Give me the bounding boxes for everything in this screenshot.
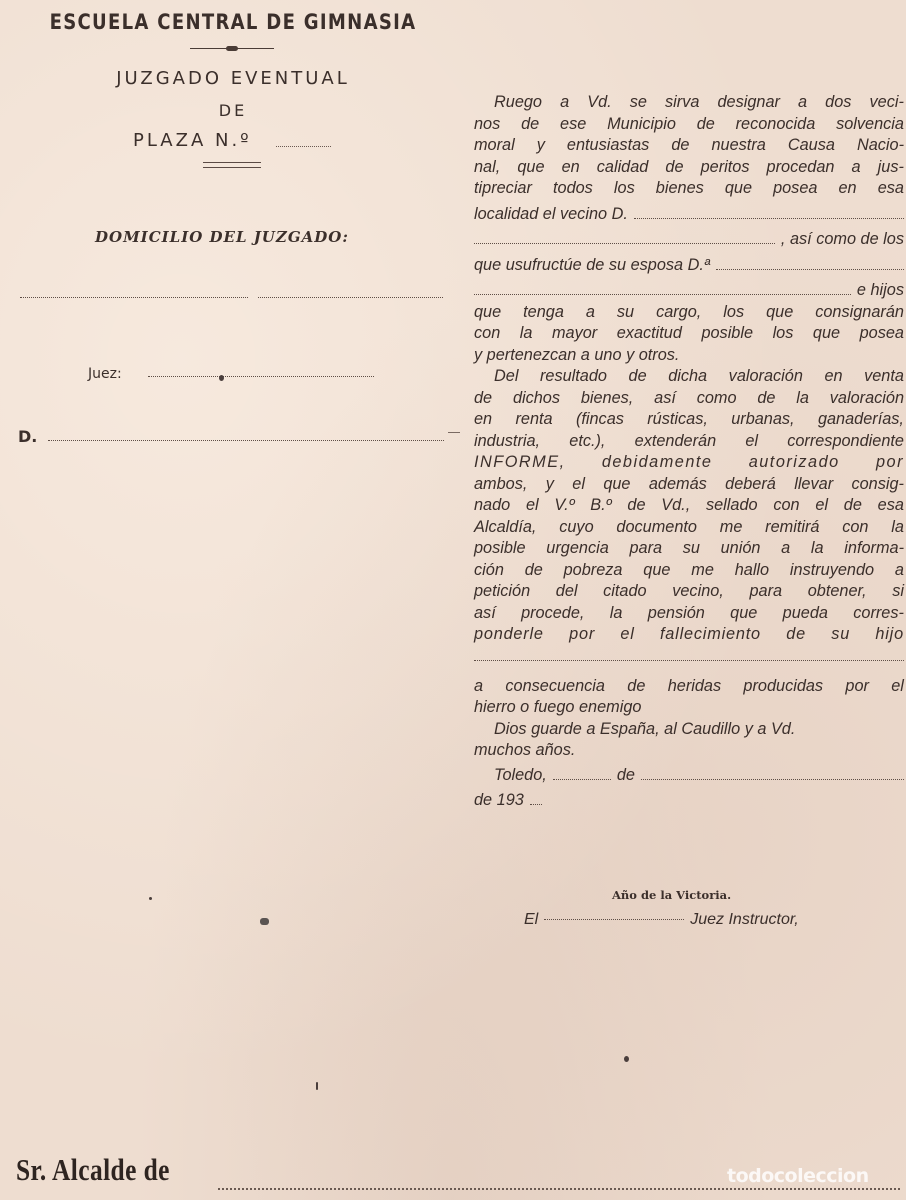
letter-line: nal, que en calidad de peritos procedan a jus- (474, 157, 904, 176)
letter-line: a consecuencia de heridas producidas por el (474, 676, 904, 695)
letter-line-year (474, 790, 904, 812)
letter-line: nado el V.º B.º de Vd., sellado con el de esa (474, 496, 904, 514)
letter-line: Alcaldía, cuyo documento me remitirá con la (474, 517, 904, 536)
letter-line: petición del citado vecino, para obtener, si (474, 582, 904, 600)
letter-body (474, 92, 904, 812)
day-field[interactable] (553, 779, 611, 780)
letter-line-vecino (474, 204, 904, 226)
letter-line: ambos, y el que además deberá llevar consig- (474, 474, 904, 493)
plaza-number-field[interactable] (276, 146, 331, 147)
vecino-name-field[interactable] (634, 218, 904, 219)
letter-line: muchos años. (474, 741, 576, 759)
double-rule-divider (203, 162, 261, 168)
signature-line (524, 911, 854, 929)
letter-line: industria, etc.), extenderán el correspondiente (474, 431, 904, 450)
juez-field[interactable] (148, 376, 374, 377)
watermark: todocoleccion (727, 1165, 869, 1187)
letter-line: Del resultado de dicha valoración en venta (494, 367, 904, 385)
vecino-name-field-cont[interactable] (474, 243, 775, 244)
year-text: de 193 (474, 791, 524, 809)
ink-speck (149, 897, 152, 900)
letter-line-esposa (474, 255, 904, 277)
ink-speck (316, 1082, 318, 1090)
letter-line: ponderle por el fallecimiento de su hijo (474, 625, 904, 643)
esposa-name-field-cont[interactable] (474, 294, 851, 295)
letter-line: de dichos bienes, así como de la valoración (474, 388, 904, 407)
letter-line: así procede, la pensión que pueda corres- (474, 603, 904, 622)
d-name-field[interactable] (48, 440, 444, 441)
addressee-label: Sr. Alcalde de (16, 1152, 170, 1187)
year-field[interactable] (530, 804, 542, 805)
letter-line: Dios guarde a España, al Caudillo y a Vd. (494, 719, 796, 738)
signature-field[interactable] (544, 919, 684, 920)
esposa-name-field[interactable] (716, 269, 904, 270)
ornament-divider (190, 46, 274, 52)
domicilio-field-2[interactable] (258, 297, 443, 298)
letter-line-asi-como (474, 229, 904, 251)
letter-line: tipreciar todos los bienes que posea en esa (474, 179, 904, 197)
de-text: de (616, 765, 635, 784)
toledo-text: Toledo, (494, 765, 547, 784)
hijos-text: e hijos (856, 281, 904, 299)
letter-line: hierro o fuego enemigo (474, 698, 642, 716)
court-title: JUZGADO EVENTUAL (116, 68, 350, 89)
domicilio-label: DOMICILIO DEL JUZGADO: (95, 228, 349, 246)
asi-como-text: , así como de los (780, 230, 904, 248)
letter-line: en renta (fincas rústicas, urbanas, ganaderías, (474, 410, 904, 428)
letter-line: INFORME, debidamente autorizado por (474, 453, 904, 471)
year-of-victory: Año de la Victoria. (612, 888, 732, 902)
letter-line: posible urgencia para su unión a la informa- (474, 539, 904, 557)
letter-line-hijo-field (474, 646, 904, 676)
signature-prefix: El (524, 911, 539, 928)
institution-title: ESCUELA CENTRAL DE GIMNASIA (49, 10, 417, 34)
alcalde-town-field[interactable] (218, 1188, 900, 1190)
letter-line: ción de pobreza que me hallo instruyendo a (474, 560, 904, 579)
signature-suffix: Juez Instructor, (690, 911, 799, 928)
month-field[interactable] (641, 779, 904, 780)
letter-line: que tenga a su cargo, los que consignarán (474, 302, 904, 321)
letter-line: Ruego a Vd. se sirva designar a dos veci- (494, 93, 904, 111)
letter-line: con la mayor exactitud posible los que posea (474, 324, 904, 342)
ink-speck (219, 375, 224, 381)
letter-line: y pertenezcan a uno y otros. (474, 345, 680, 364)
ink-stain (260, 918, 269, 925)
vecino-text: localidad el vecino D. (474, 204, 628, 223)
letter-line-hijos (474, 280, 904, 302)
ink-speck (624, 1056, 629, 1062)
margin-tick (448, 432, 460, 433)
domicilio-field-1[interactable] (20, 297, 248, 298)
plaza-label: PLAZA N.º (133, 130, 252, 151)
juez-label: Juez: (88, 366, 122, 382)
hijo-name-field[interactable] (474, 660, 904, 661)
letter-line: moral y entusiastas de nuestra Causa Nacio- (474, 136, 904, 154)
letter-line-date (474, 765, 904, 787)
court-de: DE (218, 101, 248, 120)
d-label: D. (18, 427, 38, 446)
esposa-text: que usufructúe de su esposa D.ª (474, 255, 710, 274)
letter-line: nos de ese Municipio de reconocida solvencia (474, 114, 904, 133)
